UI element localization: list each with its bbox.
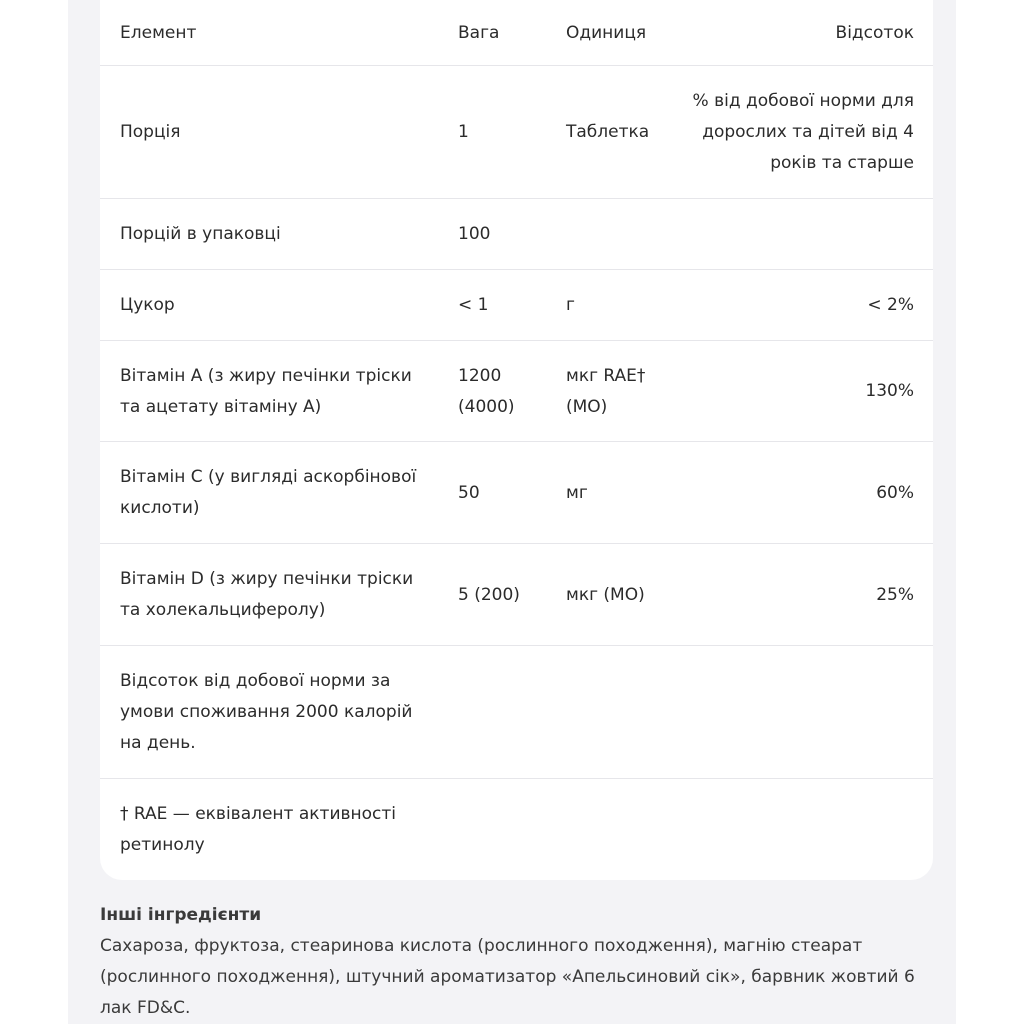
cell-weight: 50 (458, 482, 480, 503)
header-element: Елемент (120, 22, 197, 43)
cell-weight: < 1 (458, 295, 489, 315)
nutrition-table (100, 0, 933, 880)
cell-percent: 130% (865, 381, 914, 401)
table-row (100, 66, 933, 199)
cell-unit: г (566, 295, 575, 315)
cell-element: Цукор (120, 295, 175, 315)
table-row (100, 779, 933, 880)
cell-weight (458, 779, 558, 880)
table-row (100, 341, 933, 442)
cell-element: Вітамін С (у вигляді аскорбінової кислоти) (120, 467, 417, 518)
cell-unit (566, 646, 676, 779)
cell-weight: 100 (458, 224, 491, 244)
table-header-row (100, 0, 933, 66)
header-weight: Вага (458, 22, 500, 43)
cell-percent: 60% (876, 482, 914, 503)
cell-weight: 1 (458, 122, 469, 142)
cell-percent: 25% (876, 584, 914, 605)
cell-element: Вітамін А (з жиру печінки тріски та ацетату вітаміну А) (120, 365, 412, 417)
table-row (100, 270, 933, 341)
cell-unit: мкг RAE† (МО) (566, 365, 646, 417)
cell-weight: 5 (200) (458, 584, 520, 605)
cell-weight: 1200 (4000) (458, 365, 515, 417)
cell-percent: % від добової норми для дорослих та дітей від 4 років та старше (692, 91, 914, 173)
cell-element: Порція (120, 122, 181, 142)
cell-element: Порцій в упаковці (120, 224, 281, 244)
cell-unit: Таблетка (566, 122, 650, 142)
header-percent: Відсоток (835, 22, 914, 43)
cell-unit (566, 779, 676, 880)
other-ingredients-text: Сахароза, фруктоза, стеаринова кислота (рослинного походження), магнію стеарат (рослинного походження), штучний ароматизатор «Апельсиновий сік», барвник жовтий 6 лак FD&C. (100, 936, 915, 1018)
table-row (100, 199, 933, 270)
cell-percent (674, 199, 914, 270)
table-row (100, 544, 933, 646)
table-row (100, 442, 933, 544)
other-ingredients (100, 900, 940, 1024)
cell-percent (674, 779, 914, 880)
cell-element: † RAE — еквівалент активності ретинолу (120, 803, 397, 855)
cell-element: Вітамін D (з жиру печінки тріски та холекальциферолу) (120, 569, 414, 620)
cell-unit: мкг (МО) (566, 584, 645, 605)
other-ingredients-title: Інші інгредієнти (100, 905, 262, 925)
cell-weight (458, 646, 558, 779)
cell-element: Відсоток від добової норми за умови споживання 2000 калорій на день. (120, 671, 413, 753)
cell-unit (566, 199, 676, 270)
cell-percent (674, 646, 914, 779)
cell-unit: мг (566, 482, 588, 503)
table-row (100, 646, 933, 779)
header-unit: Одиниця (566, 22, 647, 43)
cell-percent: < 2% (867, 295, 914, 315)
